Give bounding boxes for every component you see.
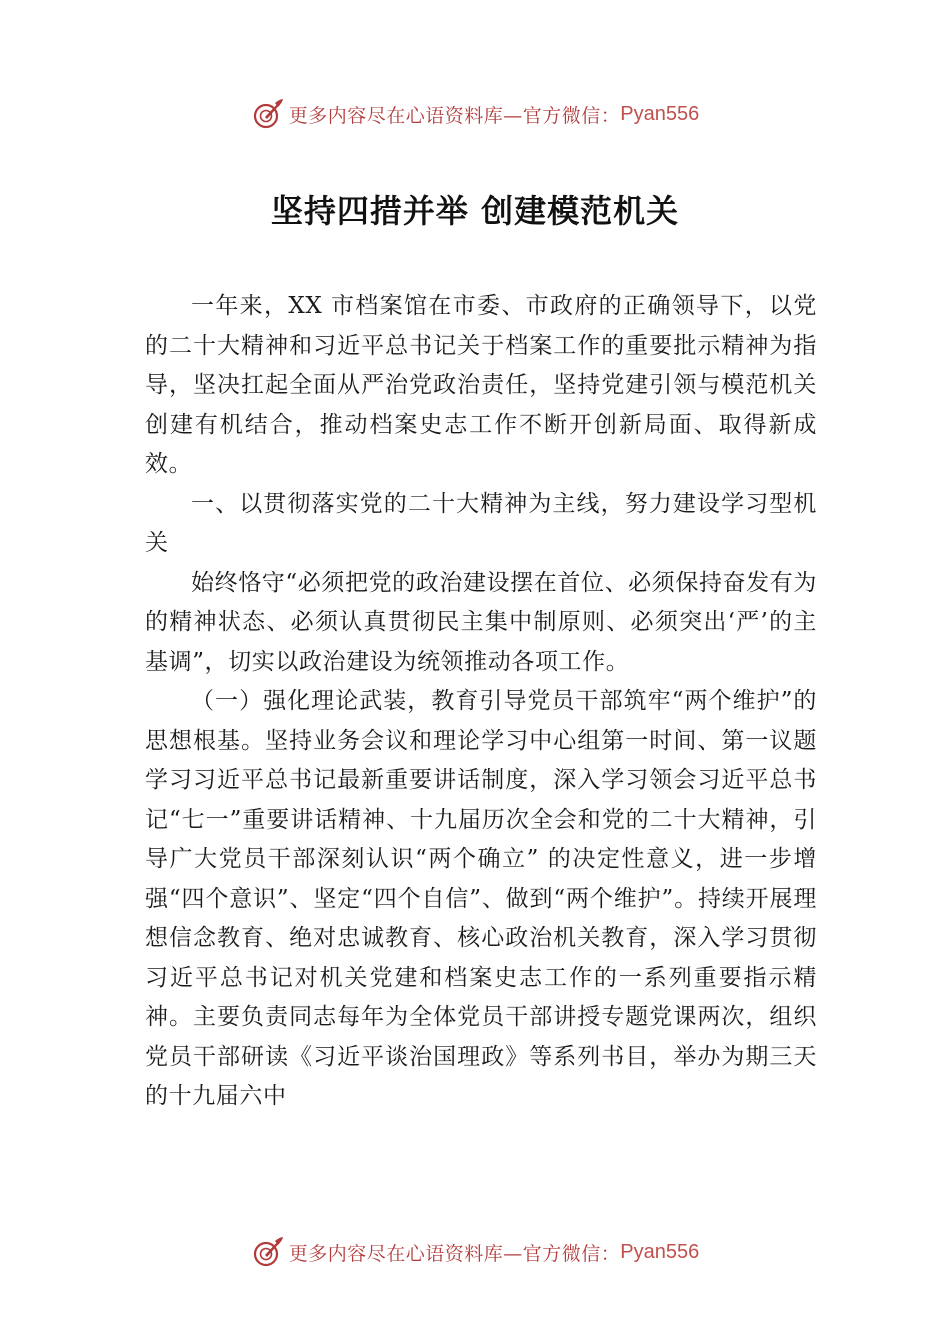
paragraph-section-1: 始终恪守“必须把党的政治建设摆在首位、必须保持奋发有为的精神状态、必须认真贯彻民主集中制原则、必须突出‘严’的主基调”，切实以政治建设为统领推动各项工作。 (145, 569, 817, 675)
quill-seal-logo-icon (251, 1235, 285, 1269)
paragraph-subsection-1: （一）强化理论武装，教育引导党员干部筑牢“两个维护”的思想根基。坚持业务会议和理论学习中心组第一时间、第一议题学习习近平总书记最新重要讲话制度，深入学习领会习近平总书记“七一”重要讲话精神、十九届历次全会和党的二十大精神，引导广大党员干部深刻认识“两个确立” 的决定性意义，进一步增强“四个意识”、坚定“四个自信”、做到“两个维护”。持续开展理想信念教育、绝对忠诚教育、核心政治机关教育，深入学习贯彻习近平总书记对机关党建和档案史志工作的一系列重要指示精神。主要负责同志每年为全体党员干部讲授专题党课两次，组织党员干部研读《习近平谈治国理政》等系列书目，举办为期三天的十九届六中 (145, 688, 817, 1109)
watermark-handle: Pyan556 (620, 102, 700, 125)
footer-watermark-banner (0, 1232, 950, 1272)
watermark-handle: Pyan556 (620, 1240, 700, 1263)
watermark-text: 更多内容尽在心语资料库—官方微信： (288, 104, 621, 127)
quill-seal-logo-icon (251, 97, 285, 131)
document-title: 坚持四措并举 创建模范机关 (270, 192, 680, 230)
document-body (145, 287, 817, 1117)
header-watermark-banner (0, 94, 950, 134)
watermark-text: 更多内容尽在心语资料库—官方微信： (288, 1242, 621, 1265)
section-heading-1: 一、以贯彻落实党的二十大精神为主线，努力建设学习型机关 (145, 490, 817, 556)
paragraph-intro: 一年来，XX 市档案馆在市委、市政府的正确领导下，以党的二十大精神和习近平总书记关于档案工作的重要批示精神为指导，坚决扛起全面从严治党政治责任，坚持党建引领与模范机关创建有机结合，推动档案史志工作不断开创新局面、取得新成效。 (145, 293, 817, 477)
